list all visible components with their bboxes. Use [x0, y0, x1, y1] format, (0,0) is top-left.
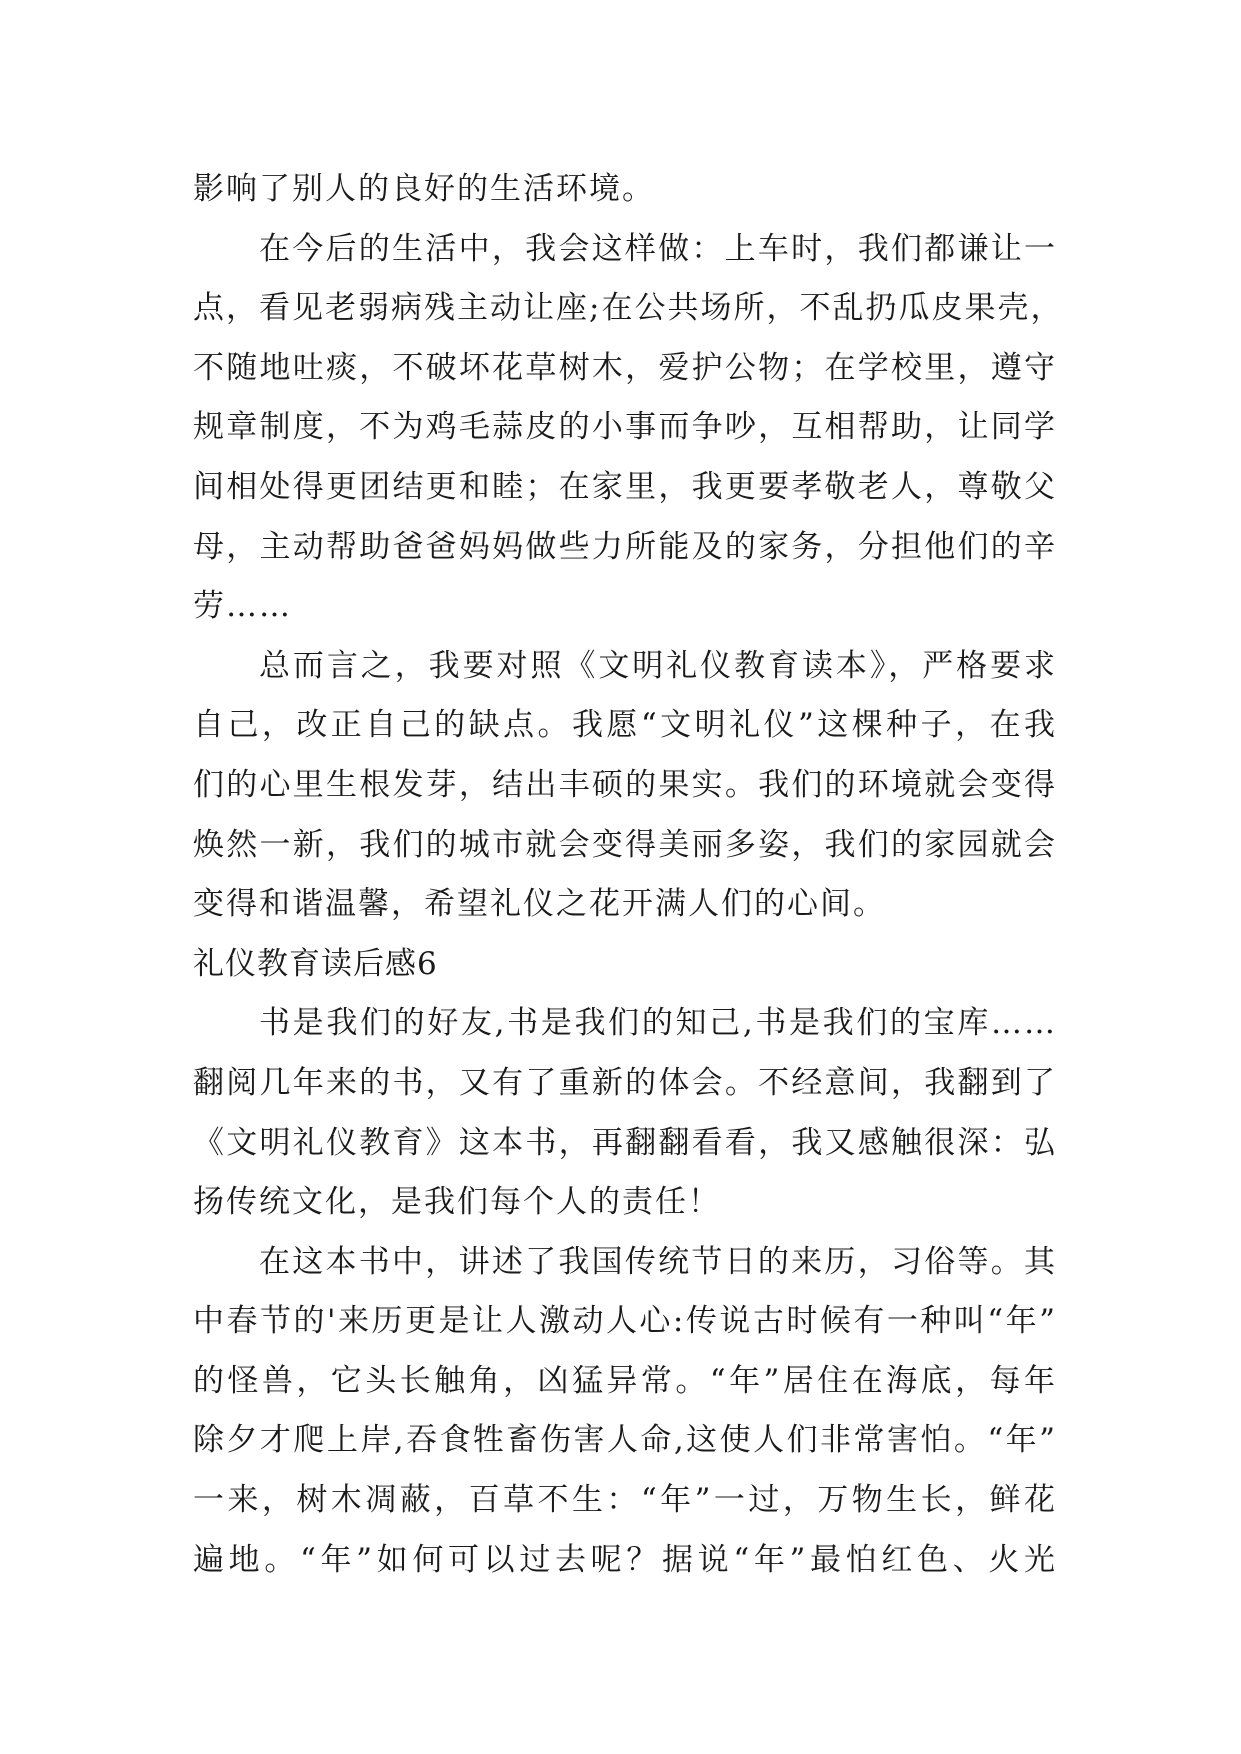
text-line: 不随地吐痰，不破坏花草树木，爱护公物；在学校里，遵守 [193, 349, 1057, 386]
text-line: 的怪兽，它头长触角，凶猛异常。“年”居住在海底，每年 [193, 1362, 1057, 1399]
paragraph-line: 书是我们的好友,书是我们的知己,书是我们的宝库…… [259, 1005, 1057, 1042]
paragraph-line: 总而言之，我要对照《文明礼仪教育读本》，严格要求 [259, 647, 1057, 684]
document-body [193, 160, 1064, 1590]
text-line: 间相处得更团结更和睦；在家里，我更要孝敬老人，尊敬父 [193, 468, 1057, 505]
text-line: 《文明礼仪教育》这本书，再翻翻看看，我又感触很深：弘 [193, 1124, 1057, 1161]
text-line: 中春节的'来历更是让人激动人心:传说古时候有一种叫“年” [193, 1303, 1057, 1340]
text-line: 母，主动帮助爸爸妈妈做些力所能及的家务，分担他们的辛 [193, 528, 1057, 565]
text-line: 翻阅几年来的书，又有了重新的体会。不经意间，我翻到了 [193, 1064, 1057, 1101]
paragraph-line: 在这本书中，讲述了我国传统节日的来历，习俗等。其 [259, 1243, 1057, 1280]
section-heading: 礼仪教育读后感6 [193, 945, 438, 982]
text-line: 自己，改正自己的缺点。我愿“文明礼仪”这棵种子，在我 [193, 707, 1057, 744]
text-line: 遍地。“年”如何可以过去呢？据说“年”最怕红色、火光 [193, 1541, 1057, 1578]
text-line: 焕然一新，我们的城市就会变得美丽多姿，我们的家园就会 [193, 826, 1057, 863]
text-line: 点，看见老弱病残主动让座;在公共场所，不乱扔瓜皮果壳， [193, 290, 1064, 327]
text-line: 们的心里生根发芽，结出丰硕的果实。我们的环境就会变得 [193, 766, 1057, 803]
text-line: 扬传统文化，是我们每个人的责任！ [193, 1184, 721, 1221]
text-line: 变得和谐温馨，希望礼仪之花开满人们的心间。 [193, 886, 886, 923]
text-line: 影响了别人的良好的生活环境。 [193, 171, 655, 207]
text-line: 除夕才爬上岸,吞食牲畜伤害人命,这使人们非常害怕。“年” [193, 1422, 1057, 1459]
text-line: 一来，树木凋蔽，百草不生：“年”一过，万物生长，鲜花 [193, 1482, 1057, 1519]
text-line: 劳…… [193, 588, 292, 625]
paragraph-line: 在今后的生活中，我会这样做：上车时，我们都谦让一 [259, 230, 1057, 267]
text-line: 规章制度，不为鸡毛蒜皮的小事而争吵，互相帮助，让同学 [193, 409, 1057, 446]
